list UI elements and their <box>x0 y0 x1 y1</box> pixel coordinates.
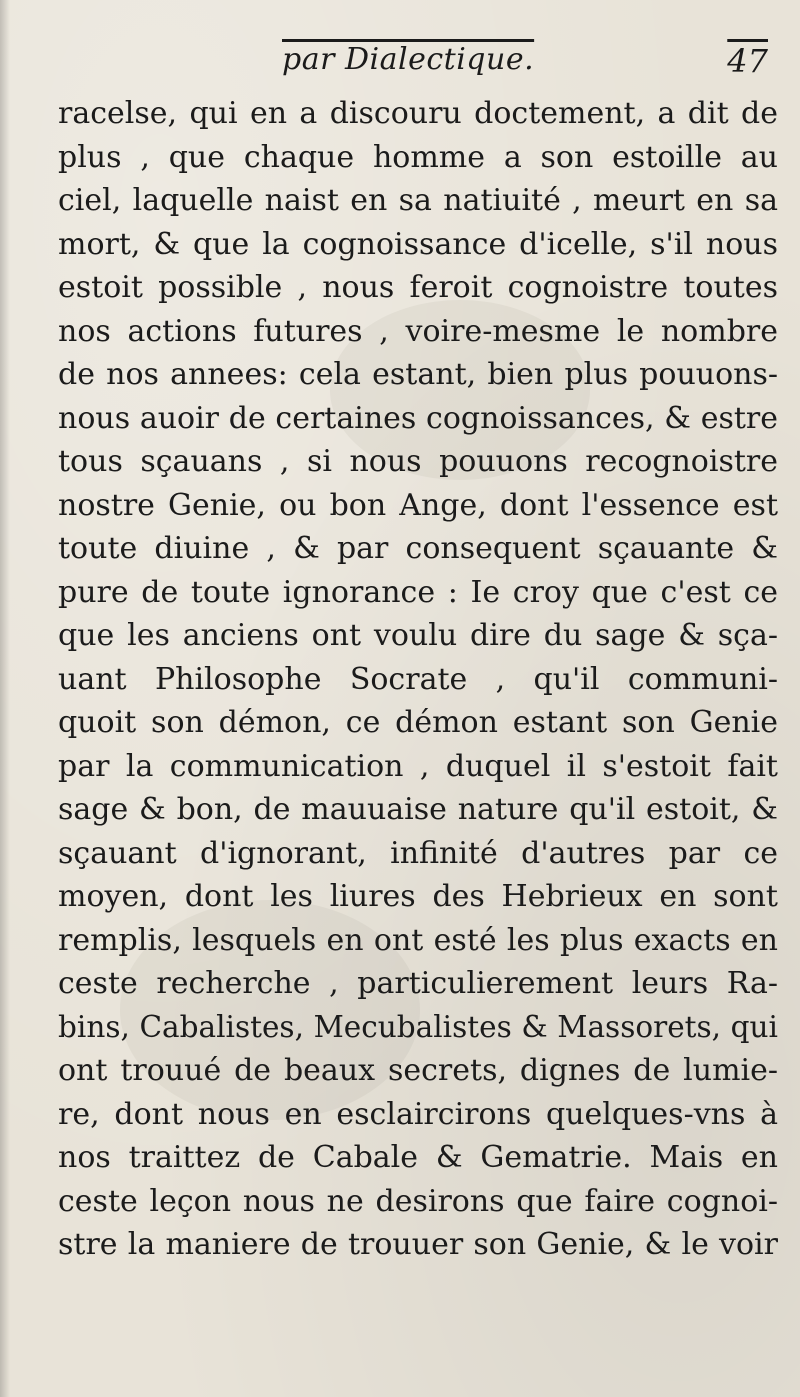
text-line: estoit possible , nous feroit cognoistre toutes <box>58 270 778 305</box>
text-line: plus , que chaque homme a son estoille au <box>58 139 778 175</box>
text-line: remplis, lesquels en ont esté les plus exacts en <box>58 922 778 958</box>
text-line: sçauant d'ignorant, infinité d'autres par ce <box>58 835 778 871</box>
text-line: ceste recherche , particulierement leurs Ra- <box>58 966 778 1001</box>
text-line: nos traittez de Cabale & Gematrie. Mais en <box>58 1140 778 1175</box>
text-line: que les anciens ont voulu dire du sage & sça- <box>58 618 778 653</box>
text-line: ont trouué de beaux secrets, dignes de lumie- <box>58 1053 778 1088</box>
text-line: moyen, dont les liures des Hebrieux en sont <box>58 879 778 914</box>
text-line: nous auoir de certaines cognoissances, & estre <box>58 400 778 436</box>
text-line: uant Philosophe Socrate , qu'il communi- <box>58 661 778 697</box>
running-head: par Dialectique. <box>282 42 535 77</box>
page-header <box>0 42 800 92</box>
page-number: 47 <box>727 42 768 80</box>
text-line: de nos annees: cela estant, bien plus pouuons- <box>58 357 778 392</box>
text-line: re, dont nous en esclaircirons quelques-vns à <box>58 1096 778 1132</box>
text-line: ceste leçon nous ne desirons que faire cognoi- <box>58 1183 778 1219</box>
text-line: mort, & que la cognoissance d'icelle, s'il nous <box>58 226 778 262</box>
text-line: quoit son démon, ce démon estant son Genie <box>58 705 778 740</box>
text-line: racelse, qui en a discouru doctement, a dit de <box>58 96 778 131</box>
text-line: ciel, laquelle naist en sa natiuité , meurt en sa <box>58 183 778 218</box>
text-line: stre la maniere de trouuer son Genie, & le voir <box>58 1227 778 1262</box>
text-line: nostre Genie, ou bon Ange, dont l'essence est <box>58 487 778 523</box>
text-line: pure de toute ignorance : Ie croy que c'est ce <box>58 574 778 610</box>
text-line: toute diuine , & par consequent sçauante & <box>58 531 778 566</box>
page-gutter-shadow <box>0 0 10 1397</box>
text-line: tous sçauans , si nous pouuons recognoistre <box>58 444 778 479</box>
body-text <box>58 92 778 1267</box>
text-line: nos actions futures , voire-mesme le nombre <box>58 313 778 349</box>
text-line: sage & bon, de mauuaise nature qu'il estoit, & <box>58 792 778 827</box>
text-line: bins, Cabalistes, Mecubalistes & Massorets, qui <box>58 1009 778 1044</box>
text-line: par la communication , duquel il s'estoit fait <box>58 748 778 784</box>
